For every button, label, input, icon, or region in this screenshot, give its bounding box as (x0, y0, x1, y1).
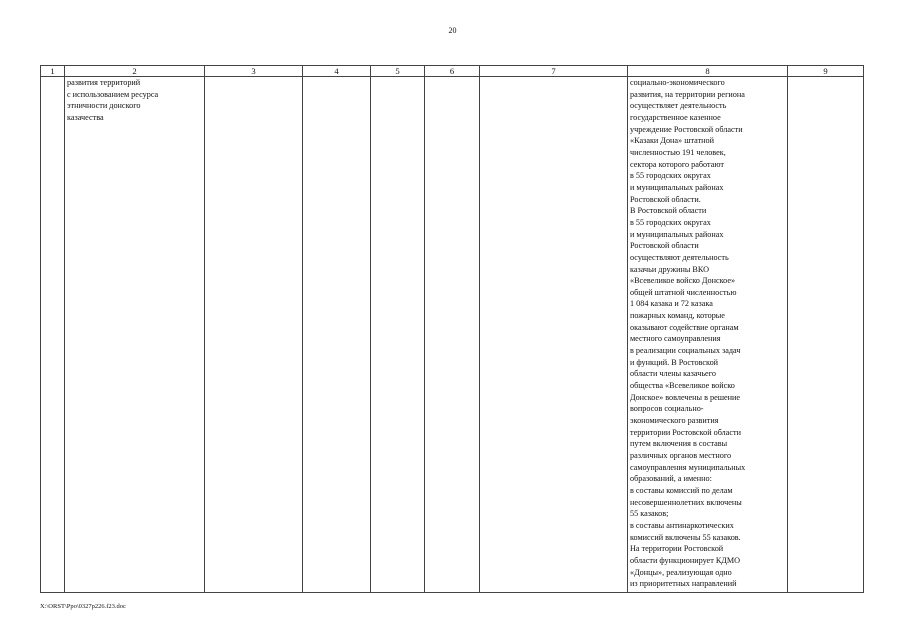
column-header-3: 3 (205, 66, 303, 77)
column-header-1: 1 (41, 66, 65, 77)
table-row (41, 77, 864, 593)
cell-col1 (41, 77, 65, 593)
table-header-row (41, 66, 864, 77)
column-header-5: 5 (371, 66, 425, 77)
column-header-6: 6 (425, 66, 480, 77)
page-number: 20 (448, 26, 457, 35)
cell-col4 (303, 77, 371, 593)
column-header-2: 2 (65, 66, 205, 77)
cell-col7 (480, 77, 628, 593)
results-text: социально-экономического развития, на территории региона осуществляет деятельность государственное казенное учреждение Ростовской области «Казаки Дона» штатной численностью 191 человек, сектора которого работают в 55 городских округах и муниципальных районах Ростовской области. В Ростовской области в 55 городских округах и муниципальных районах Ростовской области осуществляют деятельность казачьи дружины ВКО «Всевеликое войско Донское» общей штатной численностью 1 084 казака и 72 казака пожарных команд, которые оказывают содействие органам местного самоуправления в реализации социальных задач и функций. В Ростовской области члены казачьего общества «Всевеликое войско Донское» вовлечены в решение вопросов социально- экономического развития территории Ростовской области путем включения в составы различных органов местного самоуправления муниципальных образований, а именно: в составы комиссий по делам несовершеннолетних включены 55 казаков; в составы антинаркотических комиссий включены 55 казаков. На территории Ростовской области функционирует КДМО «Донцы», реализующая одно из приоритетных направлений (630, 78, 746, 589)
column-header-7: 7 (480, 66, 628, 77)
column-header-9: 9 (788, 66, 864, 77)
goal-text: развития территорий с использованием ресурса этничности донского казачества (67, 78, 159, 122)
column-header-8: 8 (628, 66, 788, 77)
file-path-footer: X:\ORST\Ppo\0327p226.f23.doc (40, 603, 126, 610)
cell-col8 (628, 77, 788, 593)
cell-col5 (371, 77, 425, 593)
cell-col3 (205, 77, 303, 593)
cell-col9 (788, 77, 864, 593)
cell-col2 (65, 77, 205, 593)
cell-col6 (425, 77, 480, 593)
column-header-4: 4 (303, 66, 371, 77)
document-table (40, 65, 864, 593)
